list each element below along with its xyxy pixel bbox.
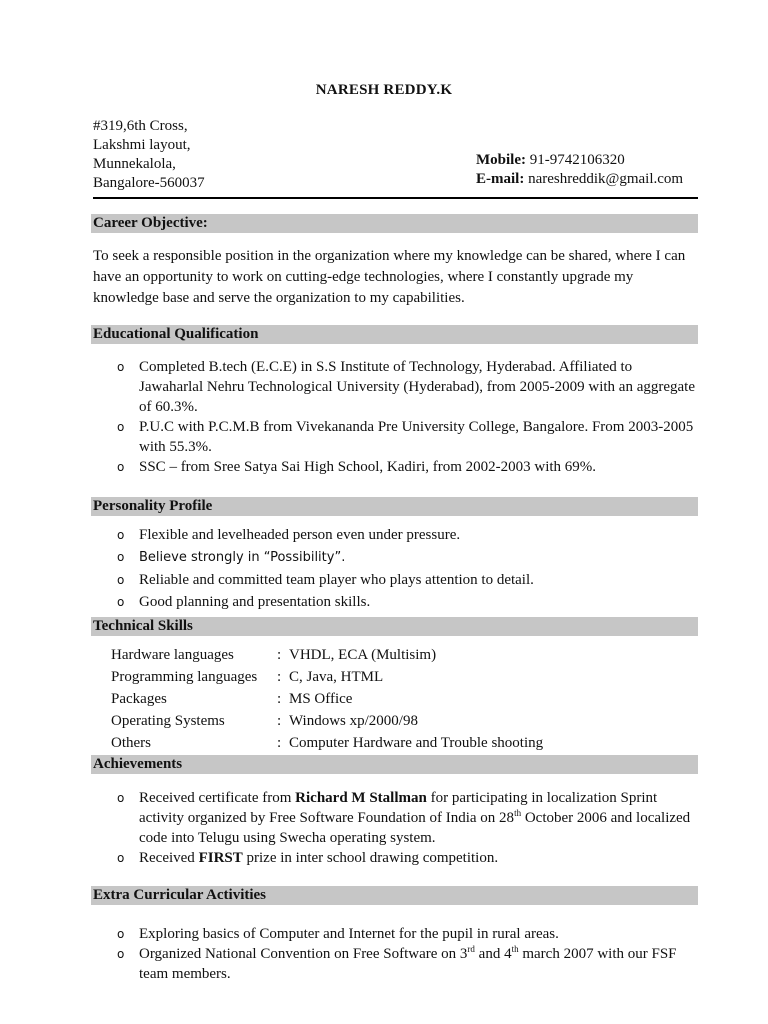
email-label: E-mail: — [476, 171, 525, 187]
bullet-icon: o — [117, 573, 125, 587]
address-line: Lakshmi layout, — [93, 137, 191, 153]
skill-row: Packages : MS Office — [111, 691, 353, 707]
contact-block — [476, 151, 683, 189]
mobile-line — [476, 151, 683, 170]
address-block — [93, 117, 205, 193]
address-line: Bangalore-560037 — [93, 175, 205, 191]
list-item: o P.U.C with P.C.M.B from Vivekananda Pre University College, Bangalore. From 2003-2005 with 55.3%. — [117, 419, 694, 455]
email-address: nareshreddik@gmail.com — [528, 171, 684, 187]
section-heading-personality: Personality Profile — [91, 497, 698, 516]
address-line: #319,6th Cross, — [93, 118, 188, 134]
skill-row: Hardware languages : VHDL, ECA (Multisim) — [111, 647, 437, 663]
bullet-icon: o — [117, 550, 125, 564]
skill-row: Operating Systems : Windows xp/2000/98 — [111, 713, 418, 729]
address-line: Munnekalola, — [93, 156, 176, 172]
list-item: o Reliable and committed team player who plays attention to detail. — [117, 572, 534, 588]
bullet-icon: o — [117, 947, 125, 961]
skill-row: Programming languages : C, Java, HTML — [111, 669, 384, 685]
candidate-name: NARESH REDDY.K — [315, 82, 453, 98]
education-list — [93, 357, 698, 477]
mobile-label: Mobile: — [476, 152, 526, 168]
bullet-icon: o — [117, 360, 125, 374]
list-item: o Received certificate from Richard M Stallman for participating in localization Sprint activity organized by Free Software Foundation of India on 28th October 2006 and localized code into Telugu using Swecha operating system. — [117, 790, 691, 846]
header-divider — [93, 197, 698, 199]
section-heading-career-objective: Career Objective: — [91, 214, 698, 233]
bullet-icon: o — [117, 791, 125, 805]
list-item: o Believe strongly in “Possibility”. — [93, 547, 698, 568]
skills-table — [111, 644, 543, 754]
list-item: o Exploring basics of Computer and Internet for the pupil in rural areas. — [117, 926, 559, 942]
list-item: o SSC – from Sree Satya Sai High School, Kadiri, from 2002-2003 with 69%. — [117, 459, 597, 475]
list-item: o Received FIRST prize in inter school drawing competition. — [117, 850, 499, 866]
mobile-number: 91-9742106320 — [529, 152, 625, 168]
bullet-icon: o — [117, 927, 125, 941]
list-item: o Organized National Convention on Free Software on 3rd and 4th march 2007 with our FSF team members. — [117, 944, 677, 982]
bullet-icon: o — [117, 460, 125, 474]
personality-list — [93, 525, 698, 612]
list-item: o Flexible and levelheaded person even under pressure. — [117, 527, 461, 543]
bullet-icon: o — [117, 851, 125, 865]
section-heading-extra-curricular: Extra Curricular Activities — [91, 886, 698, 905]
bullet-icon: o — [117, 595, 125, 609]
achievements-list — [93, 788, 698, 868]
skill-row: Others : Computer Hardware and Trouble shooting — [111, 735, 544, 751]
email-line — [476, 170, 683, 189]
section-heading-education: Educational Qualification — [91, 325, 698, 344]
section-heading-achievements: Achievements — [91, 755, 698, 774]
career-objective-text: To seek a responsible position in the organization where my knowledge can be shared, where I can have an opportunity to work on cutting-edge technologies, where I constantly upgrade my knowledge base and serve the organization to my capabilities. — [93, 248, 686, 306]
list-item: o Completed B.tech (E.C.E) in S.S Institute of Technology, Hyderabad. Affiliated to Jawaharlal Nehru Technological University (Hyderabad), from 2005-2009 with an aggregate of 60.3%. — [117, 359, 695, 415]
extra-curricular-list — [93, 924, 698, 984]
section-heading-technical-skills: Technical Skills — [91, 617, 698, 636]
bullet-icon: o — [117, 528, 125, 542]
list-item: o Good planning and presentation skills. — [117, 594, 371, 610]
bullet-icon: o — [117, 420, 125, 434]
